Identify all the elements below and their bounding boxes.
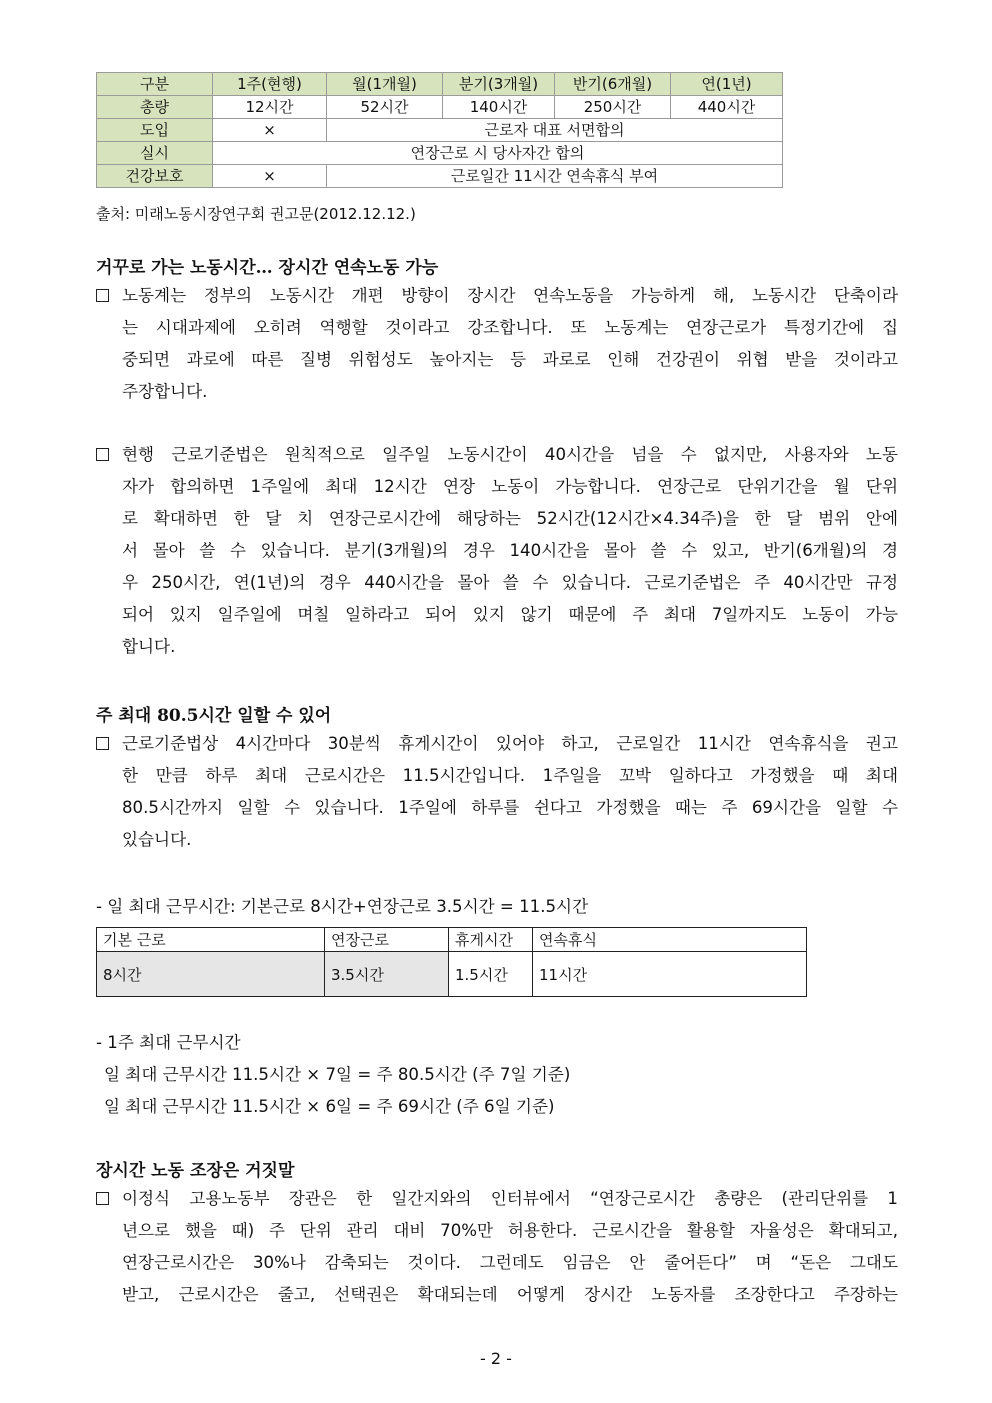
section-heading: 거꾸로 가는 노동시간… 장시간 연속노동 가능 — [96, 258, 439, 278]
checkbox-bullet-icon — [96, 289, 109, 302]
table-header-cell: 반기(6개월) — [555, 73, 671, 96]
row-label: 건강보호 — [97, 165, 213, 188]
table-cell: 1.5시간 — [449, 952, 533, 997]
row-label: 실시 — [97, 142, 213, 165]
table-cell: × — [213, 165, 327, 188]
table-header-row — [97, 73, 783, 96]
table-merged-cell: 근로자 대표 서면합의 — [327, 119, 783, 142]
bullet-paragraph: 노동계는 정부의 노동시간 개편 방향이 장시간 연속노동을 가능하게 해, 노동시간 단축이라 는 시대과제에 오히려 역행할 것이라고 강조합니다. 또 노동계는 연장근로가 특정기간에 집 중되면 과로에 따른 질병 위험성도 높아지는 등 과로로 인해 건강권이 위협 받을 것이라고 주장합니다. — [96, 280, 898, 408]
table-header-cell: 연(1년) — [671, 73, 783, 96]
table-cell: 52시간 — [327, 96, 443, 119]
bullet-paragraph: 이정식 고용노동부 장관은 한 일간지와의 인터뷰에서 “연장근로시간 총량은 (관리단위를 1 년으로 했을 때) 주 단위 관리 대비 70%만 허용한다. 근로시간을 활용할 자율성은 확대되고, 연장근로시간은 30%나 감축되는 것이다. 그런데도 임금은 안 줄어든다” 며 “돈은 그대도 받고, 근로시간은 줄고, 선택권은 확대되는데 어떻게 장시간 노동자를 조장한다고 주장하는 — [96, 1183, 898, 1311]
table-header-cell: 구분 — [97, 73, 213, 96]
table-header-cell: 연장근로 — [325, 928, 449, 952]
weekly-max-6days: 일 최대 근무시간 11.5시간 × 6일 = 주 69시간 (주 6일 기준) — [104, 1097, 555, 1116]
table-header-row — [97, 928, 807, 952]
section-heading: 장시간 노동 조장은 거짓말 — [96, 1161, 295, 1181]
row-label: 총량 — [97, 96, 213, 119]
table-cell: 440시간 — [671, 96, 783, 119]
table-cell: 8시간 — [97, 952, 325, 997]
table-header-cell: 기본 근로 — [97, 928, 325, 952]
table-header-cell: 분기(3개월) — [443, 73, 555, 96]
checkbox-bullet-icon — [96, 448, 109, 461]
table-cell: 140시간 — [443, 96, 555, 119]
table-row — [97, 142, 783, 165]
bullet-paragraph: 현행 근로기준법은 원칙적으로 일주일 노동시간이 40시간을 넘을 수 없지만, 사용자와 노동 자가 합의하면 1주일에 최대 12시간 연장 노동이 가능합니다. 연장근로 단위기간을 월 단위 로 확대하면 한 달 치 연장근로시간에 해당하는 52시간(12시간×4.34주)을 한 달 범위 안에 서 몰아 쓸 수 있습니다. 분기(3개월)의 경우 140시간을 몰아 쓸 수 있고, 반기(6개월)의 경 우 250시간, 연(1년)의 경우 440시간을 몰아 쓸 수 있습니다. 근로기준법은 주 40시간만 규정 되어 있지 일주일에 며칠 일하라고 되어 있지 않기 때문에 주 최대 7일까지도 노동이 가능 합니다. — [96, 439, 898, 663]
weekly-max-title: - 1주 최대 근무시간 — [96, 1033, 241, 1052]
daily-hours-table — [96, 927, 807, 997]
table-row — [97, 119, 783, 142]
table-cell: 250시간 — [555, 96, 671, 119]
table-row — [97, 96, 783, 119]
table-cell: 12시간 — [213, 96, 327, 119]
table-header-cell: 1주(현행) — [213, 73, 327, 96]
section-heading: 주 최대 80.5시간 일할 수 있어 — [96, 706, 332, 726]
table-cell: × — [213, 119, 327, 142]
weekly-max-7days: 일 최대 근무시간 11.5시간 × 7일 = 주 80.5시간 (주 7일 기준) — [104, 1065, 571, 1084]
table-header-cell: 휴게시간 — [449, 928, 533, 952]
table-cell: 3.5시간 — [325, 952, 449, 997]
bullet-paragraph: 근로기준법상 4시간마다 30분씩 휴게시간이 있어야 하고, 근로일간 11시간 연속휴식을 권고 한 만큼 하루 최대 근로시간은 11.5시간입니다. 1주일을 꼬박 일하다고 가정했을 때 최대 80.5시간까지 일할 수 있습니다. 1주일에 하루를 쉰다고 가정했을 때는 주 69시간을 일할 수 있습니다. — [96, 728, 898, 856]
checkbox-bullet-icon — [96, 737, 109, 750]
table-header-cell: 연속휴식 — [533, 928, 807, 952]
table-header-cell: 월(1개월) — [327, 73, 443, 96]
table-row — [97, 952, 807, 997]
table-cell: 11시간 — [533, 952, 807, 997]
table-row — [97, 165, 783, 188]
overtime-unit-table — [96, 72, 783, 188]
checkbox-bullet-icon — [96, 1192, 109, 1205]
table-merged-cell: 근로일간 11시간 연속휴식 부여 — [327, 165, 783, 188]
table-merged-cell: 연장근로 시 당사자간 합의 — [213, 142, 783, 165]
page-number: - 2 - — [480, 1349, 512, 1368]
table-source: 출처: 미래노동시장연구회 권고문(2012.12.12.) — [96, 205, 416, 223]
row-label: 도입 — [97, 119, 213, 142]
daily-max-line: - 일 최대 근무시간: 기본근로 8시간+연장근로 3.5시간 = 11.5시간 — [96, 897, 589, 916]
